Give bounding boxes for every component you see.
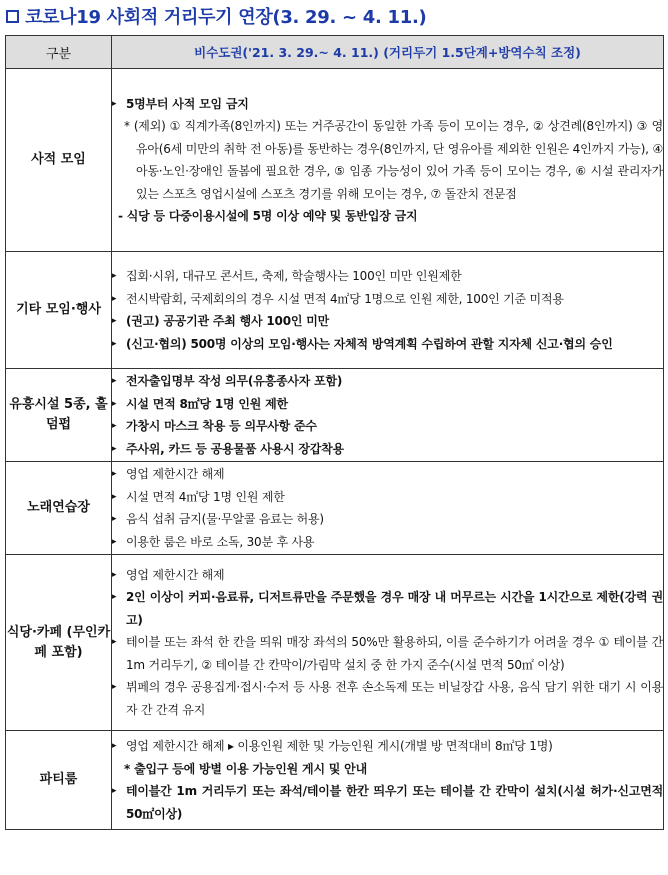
list-item: ▸ 테이블 또는 좌석 한 칸을 띄워 매장 좌석의 50%만 활용하되, 이를 준수하기가 어려울 경우 ① 테이블 간 1m 거리두기, ② 테이블 간 칸막이/가림막 설치 중 한 가지 준수(시설 면적 50㎡ 이상)	[112, 635, 663, 672]
table-row	[6, 252, 664, 369]
row-content	[112, 69, 664, 252]
list-item: * (제외) ① 직계가족(8인까지) 또는 거주공간이 동일한 가족 등이 모이는 경우, ② 상견례(8인까지) ③ 영유아(6세 미만의 취학 전 아동)를 동반하는 경우(8인까지, 단 영유아를 제외한 인원은 4인까지 가능), ④ 아동·노인·장애인 돌봄에 필요한 경우, ⑤ 임종 가능성이 있어 가족 등이 모이는 경우, ⑥ 시설 관리자가 있는 스포츠 영업시설에 스포츠 경기를 위해 모이는 경우, ⑦ 돌잔치 전문점	[124, 119, 663, 201]
row-content	[112, 731, 664, 830]
table-row	[6, 462, 664, 555]
row-category: 식당·카페 (무인카페 포함)	[6, 555, 112, 731]
list-item: ▸ 전자출입명부 작성 의무(유흥종사자 포함)	[112, 374, 343, 388]
header-category: 구분	[6, 36, 112, 69]
page-title-text: 코로나19 사회적 거리두기 연장(3. 29. ~ 4. 11.)	[25, 7, 427, 28]
list-item: * 출입구 등에 방별 이용 가능인원 게시 및 안내	[124, 761, 367, 776]
list-item: ▸ 시설 면적 8㎡당 1명 인원 제한	[112, 396, 288, 411]
list-item: ▸ 시설 면적 4㎡당 1명 인원 제한	[112, 489, 285, 504]
row-content	[112, 252, 664, 369]
list-item: ▸ 주사위, 카드 등 공용물품 사용시 장갑착용	[112, 441, 344, 456]
list-item: ▸ 영업 제한시간 해제	[112, 567, 225, 582]
row-category: 기타 모임·행사	[6, 252, 112, 369]
regulation-table	[5, 35, 664, 830]
row-category: 사적 모임	[6, 69, 112, 252]
list-item: ▸ 5명부터 사적 모임 금지	[112, 96, 249, 111]
row-category: 노래연습장	[6, 462, 112, 555]
list-item: ▸ 전시박람회, 국제회의의 경우 시설 면적 4㎡당 1명으로 인원 제한, 100인 기준 미적용	[112, 291, 564, 306]
checkbox-square-icon	[6, 10, 19, 23]
list-item: ▸ 뷔페의 경우 공용집게·접시·수저 등 사용 전후 손소독제 또는 비닐장갑 사용, 음식 담기 위한 대기 시 이용자 간 간격 유지	[112, 680, 663, 717]
list-item: ▸ 음식 섭취 금지(물·무알콜 음료는 허용)	[112, 512, 324, 526]
table-row	[6, 69, 664, 252]
table-header-row	[6, 36, 664, 69]
header-region: 비수도권('21. 3. 29.~ 4. 11.) (거리두기 1.5단계+방역수칙 조정)	[112, 36, 664, 69]
list-item: ▸ 이용한 룸은 바로 소독, 30분 후 사용	[112, 534, 315, 549]
row-content	[112, 462, 664, 555]
table-row	[6, 369, 664, 462]
table-row	[6, 731, 664, 830]
row-category: 유흥시설 5종, 홀덤펍	[6, 369, 112, 462]
row-content	[112, 369, 664, 462]
list-item: ▸ (신고·협의) 500명 이상의 모임·행사는 자체적 방역계획 수립하여 관할 지자체 신고·협의 승인	[112, 336, 613, 351]
row-content	[112, 555, 664, 731]
list-item: ▸ 영업 제한시간 해제 ▸ 이용인원 제한 및 가능인원 게시(개별 방 면적대비 8㎡당 1명)	[112, 739, 553, 753]
list-item: ▸ 영업 제한시간 해제	[112, 467, 225, 481]
list-item: ▸ 테이블간 1m 거리두기 또는 좌석/테이블 한칸 띄우기 또는 테이블 간 칸막이 설치(시설 허가·신고면적 50㎡이상)	[112, 784, 663, 821]
list-item: ▸ (권고) 공공기관 주최 행사 100인 미만	[112, 314, 330, 328]
list-item: ▸ 집회·시위, 대규모 콘서트, 축제, 학술행사는 100인 미만 인원제한	[112, 269, 462, 283]
row-category: 파티룸	[6, 731, 112, 830]
list-item: ▸ 2인 이상이 커피·음료류, 디저트류만을 주문했을 경우 매장 내 머무르는 시간을 1시간으로 제한(강력 권고)	[112, 590, 663, 627]
page-title	[6, 4, 426, 28]
list-item: ▸ 가창시 마스크 착용 등 의무사항 준수	[112, 419, 317, 433]
list-item: - 식당 등 다중이용시설에 5명 이상 예약 및 동반입장 금지	[118, 209, 418, 223]
table-row	[6, 555, 664, 731]
